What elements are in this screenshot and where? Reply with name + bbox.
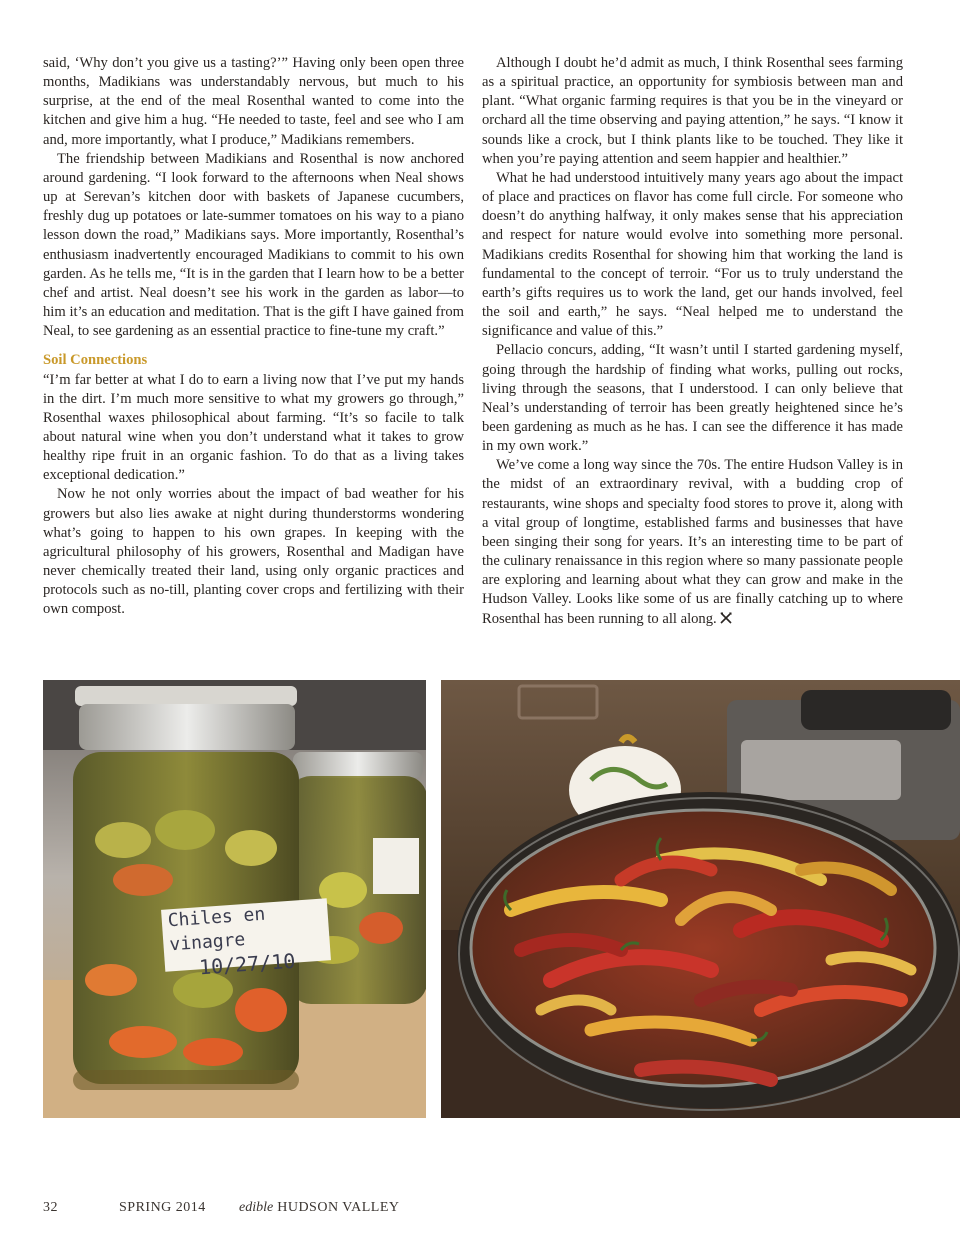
magazine-name-rest: HUDSON VALLEY — [277, 1200, 400, 1215]
paragraph-final — [482, 456, 903, 628]
section-subhead: Soil Connections — [43, 352, 148, 369]
jar-label-line2: 10/27/10 — [198, 948, 297, 980]
right-column — [482, 54, 903, 629]
jar-label — [161, 898, 331, 980]
magazine-name-italic: edible — [239, 1200, 274, 1215]
left-paragraphs-before — [43, 54, 464, 341]
crossed-fork-knife-icon — [720, 612, 732, 624]
jar-label-line1: Chiles en vinagre — [167, 903, 266, 956]
paragraph: Although I doubt he’d admit as much, I think Rosenthal sees farming as a spiritual practice, an opportunity for symbiosis between man and plant. “What organic farming requires is that you be in the vineyard or orchard all the time observing and paying attention,” he says. “I know it sounds like a crock, but I think plants like to be touched. They like it when you’re paying attention and seem happier and healthier.” — [482, 55, 903, 167]
left-paragraphs-after — [43, 371, 464, 620]
chiles-illustration — [441, 680, 960, 1118]
paragraph: said, ‘Why don’t you give us a tasting?’” Having only been open three months, Madikians was understandably nervous, but much to his surprise, at the end of the meal Rosenthal wanted to come into the kitchen and give him a hug. “He needed to taste, feel and see who I am and, more importantly, what I produce,” Madikians remembers. — [43, 55, 464, 148]
page-number: 32 — [43, 1200, 58, 1215]
jars-illustration — [43, 680, 426, 1118]
paragraph: Pellacio concurs, adding, “It wasn’t until I started gardening myself, going through the hardship of finding what works, pulling out rocks, living through the seasons, that I understood. I can only believe that Neal’s understanding of terroir has been greatly heightened since he’s been gardening as much as he has. I can see the difference it has made in my own work.” — [482, 342, 903, 455]
paragraph: The friendship between Madikians and Rosenthal is now anchored around gardening. “I look forward to the afternoons when Neal shows up at Serevan’s kitchen door with baskets of Japanese cucumbers, freshly dug up potatoes or late-summer tomatoes on his way to a piano lesson down the road,” Madikians says. More importantly, Rosenthal’s enthusiasm inadvertently encouraged Madikians to commit to his own garden. As he tells me, “It is in the garden that I learn how to be a better chef and artist. Neal doesn’t see his work in the garden as labor—to him it’s an education and meditation. That is the gift I have gained from Neal, to see gardening as an essential practice to fine-tune my craft.” — [43, 150, 464, 340]
final-paragraph-text: We’ve come a long way since the 70s. The entire Hudson Valley is in the midst of an extraordinary revival, with a budding crop of restaurants, wine shops and specialty food stores to prove it, along with a vital group of longtime, established farms and businesses that have been singing their song for years. It’s an interesting time to be part of the culinary renaissance in this region where so many passionate people are exploring and learning about what they can grow and make in the Hudson Valley. Looks like some of us are finally catching up to where Rosenthal has been running to all along. — [482, 457, 903, 627]
photo-pickled-chiles-jars — [43, 680, 426, 1118]
magazine-name — [239, 1200, 400, 1216]
left-column — [43, 54, 464, 620]
issue-date: SPRING 2014 — [119, 1200, 206, 1215]
paragraph: “I’m far better at what I do to earn a living now that I’ve put my hands in the dirt. I’m much more sensitive to what my growers go through,” Rosenthal waxes philosophical about farming. “It’s so facile to talk about natural wine when you don’t understand what it takes to grow healthy ripe fruit in an organic fashion. To do that as a living takes exceptional dedication.” — [43, 371, 464, 484]
paragraph: Now he not only worries about the impact of bad weather for his growers but also lies awake at night during thunderstorms wondering what’s going to happen to his own grapes. In keeping with the agricultural philosophy of his growers, Rosenthal and Madigan have never chemically treated their land, using only organic practices and protocols such as no-till, planting cover crops and fertilizing with their own compost. — [43, 486, 464, 618]
photo-dried-chiles-basket — [441, 680, 960, 1118]
paragraph: What he had understood intuitively many years ago about the impact of place and practices on flavor has come full circle. For someone who doesn’t do anything halfway, it only makes sense that his appreciation and respect for nature would evolve into something more personal. Madikians credits Rosenthal for showing him that working the land is fundamental to the concept of terroir. “For us to truly understand the earth’s gifts requires us to work the land, get our hands involved, feel the soil and earth,” he says. “Neal helped me to understand the significance and value of this.” — [482, 169, 903, 340]
